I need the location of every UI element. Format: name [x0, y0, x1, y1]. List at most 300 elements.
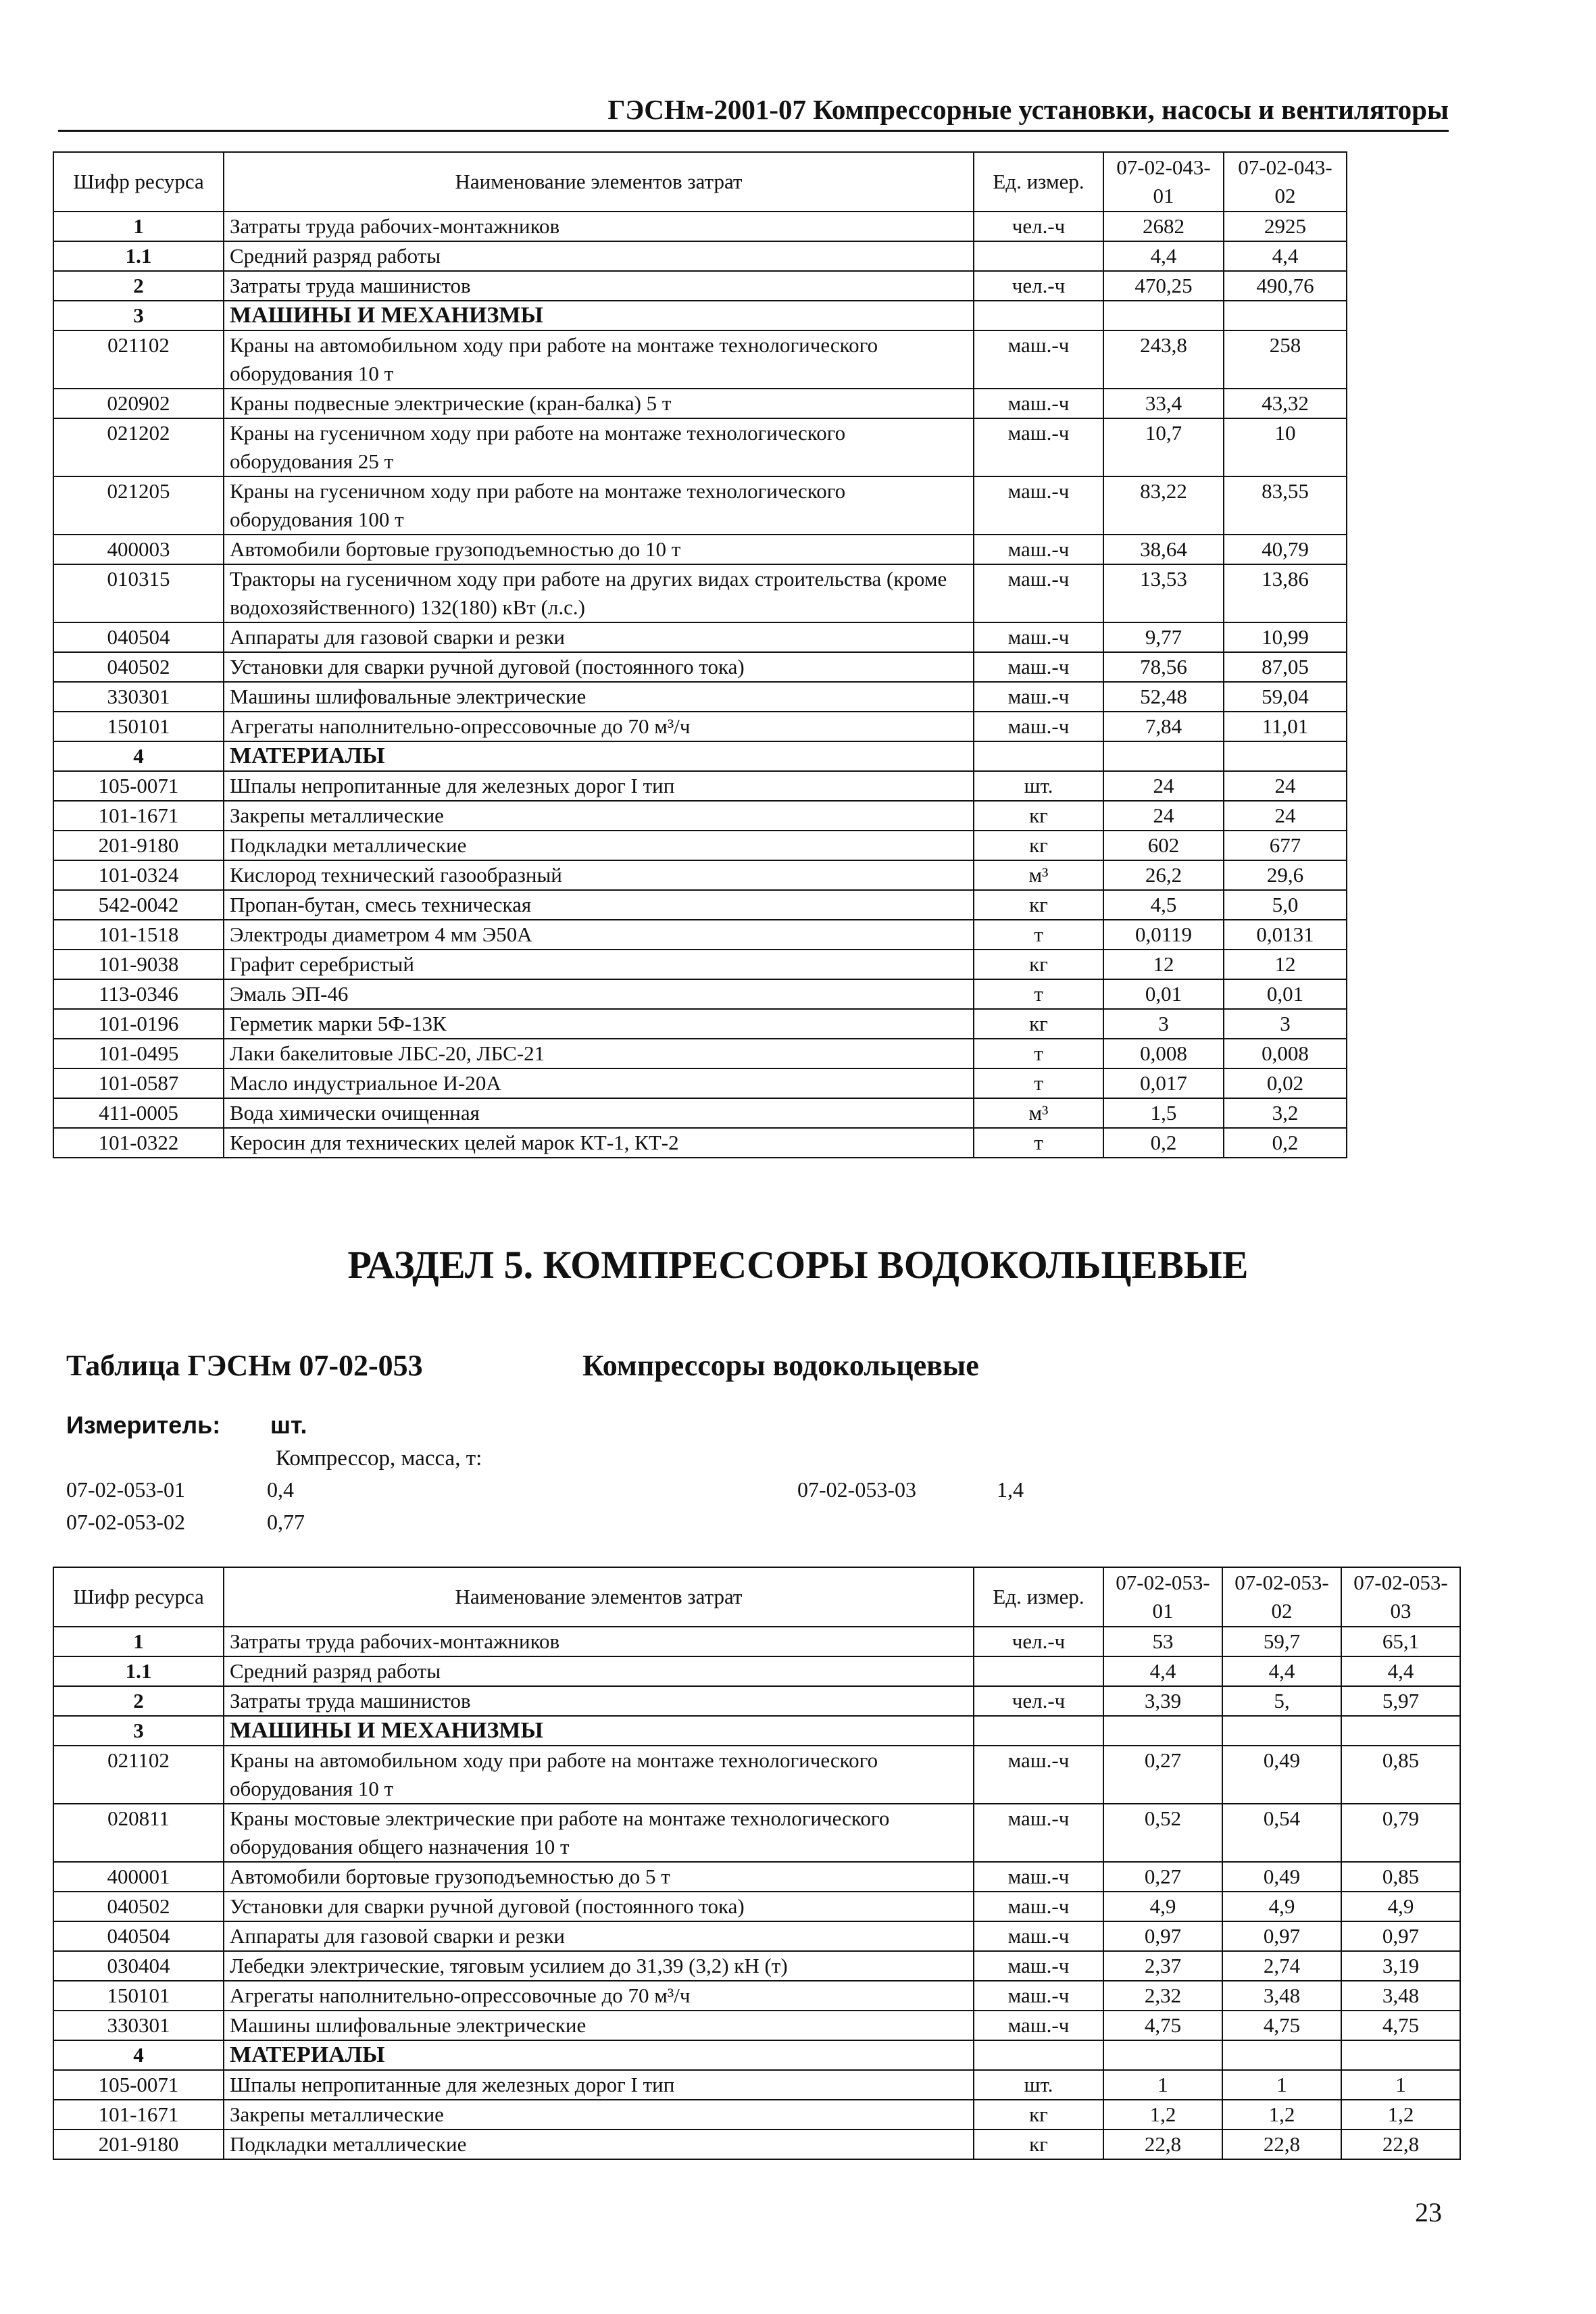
header-element-name: Наименование элементов затрат — [224, 1567, 974, 1627]
norm-value: 1,2 — [1103, 2100, 1222, 2130]
unit-of-measure: маш.-ч — [974, 2011, 1103, 2040]
element-name: Затраты труда машинистов — [224, 1686, 974, 1716]
element-name: Шпалы непропитанные для железных дорог I тип — [224, 2070, 974, 2100]
norm-value: 10,7 — [1103, 418, 1224, 476]
resource-code: 101-1518 — [53, 920, 224, 950]
unit-of-measure: маш.-ч — [974, 652, 1103, 682]
resource-code: 010315 — [53, 564, 224, 622]
unit-of-measure — [974, 741, 1103, 771]
norm-value: 1,5 — [1103, 1098, 1224, 1128]
resource-code: 101-0587 — [53, 1068, 224, 1098]
table-row — [53, 1039, 1347, 1068]
param-value: 1,4 — [997, 1477, 1024, 1502]
element-name: Керосин для технических целей марок КТ-1, КТ-2 — [224, 1128, 974, 1158]
table-row — [53, 920, 1347, 950]
resource-code: 101-0495 — [53, 1039, 224, 1068]
param-value: 0,77 — [267, 1510, 305, 1534]
table-row — [53, 1627, 1460, 1656]
norm-value: 490,76 — [1224, 271, 1347, 301]
unit-of-measure: т — [974, 1039, 1103, 1068]
resource-code: 020902 — [53, 389, 224, 418]
unit-of-measure: маш.-ч — [974, 418, 1103, 476]
resource-code: 101-1671 — [53, 801, 224, 831]
element-name: Масло индустриальное И-20А — [224, 1068, 974, 1098]
unit-of-measure: кг — [974, 950, 1103, 979]
norm-value — [1103, 301, 1224, 330]
element-name: Лебедки электрические, тяговым усилием до 31,39 (3,2) кН (т) — [224, 1951, 974, 1981]
norm-value: 52,48 — [1103, 682, 1224, 712]
norm-value: 0,017 — [1103, 1068, 1224, 1098]
element-name: Тракторы на гусеничном ходу при работе на других видах строительства (кроме водохозяйственного) 132(180) кВт (л.с.) — [224, 564, 974, 622]
table-row — [53, 950, 1347, 979]
norm-value: 4,75 — [1341, 2011, 1460, 2040]
resource-code: 101-1671 — [53, 2100, 224, 2130]
table-row — [53, 1892, 1460, 1921]
norm-value: 4,4 — [1224, 241, 1347, 271]
norm-value: 1,2 — [1222, 2100, 1341, 2130]
unit-of-measure — [974, 301, 1103, 330]
unit-of-measure: чел.-ч — [974, 1686, 1103, 1716]
norm-value: 4,4 — [1341, 1656, 1460, 1686]
norm-value — [1224, 301, 1347, 330]
element-name: Установки для сварки ручной дуговой (постоянного тока) — [224, 1892, 974, 1921]
norm-value: 3,48 — [1341, 1981, 1460, 2011]
unit-of-measure: шт. — [974, 771, 1103, 801]
norm-value: 4,4 — [1103, 1656, 1222, 1686]
resource-code: 4 — [53, 2040, 224, 2070]
resource-code: 330301 — [53, 682, 224, 712]
element-name: Подкладки металлические — [224, 2130, 974, 2159]
table-row — [53, 2011, 1460, 2040]
norm-value: 5,97 — [1341, 1686, 1460, 1716]
norm-value: 24 — [1103, 801, 1224, 831]
unit-of-measure: шт. — [974, 2070, 1103, 2100]
element-name: Подкладки металлические — [224, 831, 974, 860]
norm-value — [1103, 2040, 1222, 2070]
header-norm-043-02: 07-02-043-02 — [1224, 152, 1347, 212]
element-name: Лаки бакелитовые ЛБС-20, ЛБС-21 — [224, 1039, 974, 1068]
norm-value: 0,97 — [1222, 1921, 1341, 1951]
resource-code: 3 — [53, 1716, 224, 1746]
element-name: Краны на автомобильном ходу при работе на монтаже технологического оборудования 10 т — [224, 330, 974, 389]
element-name: МАТЕРИАЛЫ — [224, 741, 974, 771]
resource-code: 201-9180 — [53, 2130, 224, 2159]
resource-code: 105-0071 — [53, 771, 224, 801]
unit-of-measure: м³ — [974, 860, 1103, 890]
norm-value: 26,2 — [1103, 860, 1224, 890]
norm-value: 258 — [1224, 330, 1347, 389]
element-name: Закрепы металлические — [224, 2100, 974, 2130]
norm-value: 0,97 — [1103, 1921, 1222, 1951]
norm-value — [1222, 2040, 1341, 2070]
unit-of-measure: маш.-ч — [974, 1951, 1103, 1981]
norm-value: 0,85 — [1341, 1862, 1460, 1892]
norm-value: 0,85 — [1341, 1746, 1460, 1804]
norm-value: 2,74 — [1222, 1951, 1341, 1981]
norm-value: 24 — [1224, 771, 1347, 801]
header-norm-053-03: 07-02-053-03 — [1341, 1567, 1460, 1627]
table-row — [53, 2130, 1460, 2159]
page-number: 23 — [1415, 2197, 1442, 2227]
table-row — [53, 1009, 1347, 1039]
norm-value — [1222, 1716, 1341, 1746]
norm-value — [1103, 741, 1224, 771]
unit-of-measure: маш.-ч — [974, 330, 1103, 389]
unit-of-measure: маш.-ч — [974, 389, 1103, 418]
norm-value: 0,008 — [1103, 1039, 1224, 1068]
table-row — [53, 890, 1347, 920]
resource-code: 040502 — [53, 1892, 224, 1921]
resource-code: 021102 — [53, 330, 224, 389]
table-number: Таблица ГЭСНм 07-02-053 — [66, 1349, 423, 1382]
norm-value: 0,79 — [1341, 1804, 1460, 1862]
resource-code: 113-0346 — [53, 979, 224, 1009]
element-name: Средний разряд работы — [224, 241, 974, 271]
norm-value: 22,8 — [1103, 2130, 1222, 2159]
element-name: Средний разряд работы — [224, 1656, 974, 1686]
table-row — [53, 682, 1347, 712]
norm-value: 2,37 — [1103, 1951, 1222, 1981]
table-row — [53, 418, 1347, 476]
norm-value: 0,008 — [1224, 1039, 1347, 1068]
table-row — [53, 652, 1347, 682]
table-row — [53, 979, 1347, 1009]
norm-value: 0,54 — [1222, 1804, 1341, 1862]
unit-of-measure: маш.-ч — [974, 1981, 1103, 2011]
resource-code: 3 — [53, 301, 224, 330]
element-name: Шпалы непропитанные для железных дорог I тип — [224, 771, 974, 801]
norm-value: 24 — [1103, 771, 1224, 801]
parameter-label: Компрессор, масса, т: — [276, 1446, 482, 1471]
resource-table-053 — [53, 1567, 1461, 2160]
element-name: Графит серебристый — [224, 950, 974, 979]
unit-of-measure — [974, 2040, 1103, 2070]
norm-value: 29,6 — [1224, 860, 1347, 890]
norm-value: 83,22 — [1103, 476, 1224, 535]
resource-code: 101-0324 — [53, 860, 224, 890]
table-row — [53, 1804, 1460, 1862]
norm-value: 13,53 — [1103, 564, 1224, 622]
norm-value: 243,8 — [1103, 330, 1224, 389]
resource-code: 150101 — [53, 1981, 224, 2011]
element-name: Затраты труда рабочих-монтажников — [224, 212, 974, 241]
norm-value: 22,8 — [1222, 2130, 1341, 2159]
resource-code: 040504 — [53, 1921, 224, 1951]
resource-code: 4 — [53, 741, 224, 771]
norm-value: 33,4 — [1103, 389, 1224, 418]
element-name: МАШИНЫ И МЕХАНИЗМЫ — [224, 301, 974, 330]
norm-value: 0,0119 — [1103, 920, 1224, 950]
resource-code: 1 — [53, 1627, 224, 1656]
table-row — [53, 212, 1347, 241]
header-element-name: Наименование элементов затрат — [224, 152, 974, 212]
table-row — [53, 301, 1347, 330]
unit-of-measure: маш.-ч — [974, 1921, 1103, 1951]
table-row — [53, 1862, 1460, 1892]
norm-value: 0,27 — [1103, 1862, 1222, 1892]
resource-code: 105-0071 — [53, 2070, 224, 2100]
running-header: ГЭСНм-2001-07 Компрессорные установки, насосы и вентиляторы — [58, 93, 1449, 132]
norm-value: 1 — [1341, 2070, 1460, 2100]
unit-of-measure: т — [974, 1068, 1103, 1098]
unit-of-measure: т — [974, 920, 1103, 950]
resource-code: 021102 — [53, 1746, 224, 1804]
resource-code: 101-9038 — [53, 950, 224, 979]
norm-value: 5, — [1222, 1686, 1341, 1716]
norm-value: 4,4 — [1222, 1656, 1341, 1686]
norm-value: 12 — [1103, 950, 1224, 979]
unit-of-measure: чел.-ч — [974, 212, 1103, 241]
table-row — [53, 389, 1347, 418]
header-unit: Ед. измер. — [974, 152, 1103, 212]
element-name: Автомобили бортовые грузоподъемностью до 5 т — [224, 1862, 974, 1892]
norm-value: 53 — [1103, 1627, 1222, 1656]
unit-of-measure — [974, 1716, 1103, 1746]
table-row — [53, 1068, 1347, 1098]
norm-value: 2,32 — [1103, 1981, 1222, 2011]
element-name: Эмаль ЭП-46 — [224, 979, 974, 1009]
param-code: 07-02-053-01 — [66, 1477, 185, 1502]
element-name: Автомобили бортовые грузоподъемностью до 10 т — [224, 535, 974, 564]
norm-value: 3 — [1224, 1009, 1347, 1039]
resource-code: 101-0322 — [53, 1128, 224, 1158]
element-name: Установки для сварки ручной дуговой (постоянного тока) — [224, 652, 974, 682]
table-row — [53, 2070, 1460, 2100]
norm-value: 83,55 — [1224, 476, 1347, 535]
header-unit: Ед. измер. — [974, 1567, 1103, 1627]
resource-code: 021202 — [53, 418, 224, 476]
norm-value: 0,27 — [1103, 1746, 1222, 1804]
unit-of-measure: т — [974, 1128, 1103, 1158]
element-name: Машины шлифовальные электрические — [224, 682, 974, 712]
resource-code: 2 — [53, 271, 224, 301]
element-name: Вода химически очищенная — [224, 1098, 974, 1128]
resource-code: 542-0042 — [53, 890, 224, 920]
norm-value: 0,52 — [1103, 1804, 1222, 1862]
resource-code: 201-9180 — [53, 831, 224, 860]
table-row — [53, 330, 1347, 389]
norm-value: 38,64 — [1103, 535, 1224, 564]
resource-code: 020811 — [53, 1804, 224, 1862]
element-name: Аппараты для газовой сварки и резки — [224, 622, 974, 652]
norm-value: 0,49 — [1222, 1746, 1341, 1804]
resource-code: 400003 — [53, 535, 224, 564]
norm-value: 24 — [1224, 801, 1347, 831]
element-name: Машины шлифовальные электрические — [224, 2011, 974, 2040]
norm-value: 13,86 — [1224, 564, 1347, 622]
unit-of-measure: чел.-ч — [974, 1627, 1103, 1656]
table-row — [53, 771, 1347, 801]
element-name: Пропан-бутан, смесь техническая — [224, 890, 974, 920]
unit-of-measure: чел.-ч — [974, 271, 1103, 301]
norm-value: 470,25 — [1103, 271, 1224, 301]
table-row — [53, 535, 1347, 564]
table-row — [53, 712, 1347, 741]
unit-of-measure: маш.-ч — [974, 564, 1103, 622]
norm-value: 78,56 — [1103, 652, 1224, 682]
meter-unit: шт. — [270, 1411, 307, 1439]
norm-value: 3 — [1103, 1009, 1224, 1039]
norm-value: 0,01 — [1103, 979, 1224, 1009]
norm-value: 1,2 — [1341, 2100, 1460, 2130]
norm-value: 0,2 — [1103, 1128, 1224, 1158]
unit-of-measure: кг — [974, 2100, 1103, 2130]
norm-value: 0,01 — [1224, 979, 1347, 1009]
table-row — [53, 2040, 1460, 2070]
norm-value: 0,49 — [1222, 1862, 1341, 1892]
element-name: МАШИНЫ И МЕХАНИЗМЫ — [224, 1716, 974, 1746]
norm-value: 65,1 — [1341, 1627, 1460, 1656]
element-name: Затраты труда машинистов — [224, 271, 974, 301]
norm-value: 4,5 — [1103, 890, 1224, 920]
norm-value: 1 — [1222, 2070, 1341, 2100]
resource-code: 030404 — [53, 1951, 224, 1981]
norm-value: 11,01 — [1224, 712, 1347, 741]
element-name: Краны мостовые электрические при работе на монтаже технологического оборудования общего назначения 10 т — [224, 1804, 974, 1862]
table-row — [53, 1128, 1347, 1158]
element-name: Краны подвесные электрические (кран-балка) 5 т — [224, 389, 974, 418]
header-norm-053-01: 07-02-053-01 — [1103, 1567, 1222, 1627]
norm-value — [1103, 1716, 1222, 1746]
unit-of-measure: маш.-ч — [974, 1892, 1103, 1921]
table-row — [53, 1656, 1460, 1686]
unit-of-measure: маш.-ч — [974, 535, 1103, 564]
table-row — [53, 831, 1347, 860]
element-name: Аппараты для газовой сварки и резки — [224, 1921, 974, 1951]
element-name: Краны на автомобильном ходу при работе на монтаже технологического оборудования 10 т — [224, 1746, 974, 1804]
unit-of-measure: м³ — [974, 1098, 1103, 1128]
table-row — [53, 860, 1347, 890]
norm-value: 12 — [1224, 950, 1347, 979]
header-norm-053-02: 07-02-053-02 — [1222, 1567, 1341, 1627]
norm-value: 9,77 — [1103, 622, 1224, 652]
resource-code: 040504 — [53, 622, 224, 652]
param-value: 0,4 — [267, 1477, 294, 1502]
norm-value: 87,05 — [1224, 652, 1347, 682]
resource-table-043 — [53, 151, 1347, 1158]
norm-value: 4,9 — [1341, 1892, 1460, 1921]
norm-value: 3,2 — [1224, 1098, 1347, 1128]
table-row — [53, 271, 1347, 301]
table-row — [53, 1981, 1460, 2011]
norm-value: 7,84 — [1103, 712, 1224, 741]
unit-of-measure: кг — [974, 1009, 1103, 1039]
norm-value: 22,8 — [1341, 2130, 1460, 2159]
norm-value: 4,9 — [1103, 1892, 1222, 1921]
norm-value: 5,0 — [1224, 890, 1347, 920]
table-name: Компрессоры водокольцевые — [582, 1349, 979, 1382]
resource-code: 021205 — [53, 476, 224, 535]
unit-of-measure: маш.-ч — [974, 682, 1103, 712]
unit-of-measure: маш.-ч — [974, 476, 1103, 535]
param-code: 07-02-053-03 — [797, 1477, 916, 1502]
norm-value: 4,75 — [1222, 2011, 1341, 2040]
table-row — [53, 1098, 1347, 1128]
norm-value: 4,4 — [1103, 241, 1224, 271]
resource-code: 1.1 — [53, 1656, 224, 1686]
table-row — [53, 1746, 1460, 1804]
unit-of-measure — [974, 1656, 1103, 1686]
meter-label: Измеритель: — [66, 1411, 221, 1439]
norm-value — [1341, 1716, 1460, 1746]
resource-code: 330301 — [53, 2011, 224, 2040]
table-row — [53, 741, 1347, 771]
unit-of-measure: кг — [974, 801, 1103, 831]
norm-value: 0,97 — [1341, 1921, 1460, 1951]
table-row — [53, 476, 1347, 535]
header-norm-043-01: 07-02-043-01 — [1103, 152, 1224, 212]
element-name: МАТЕРИАЛЫ — [224, 2040, 974, 2070]
norm-value: 59,7 — [1222, 1627, 1341, 1656]
unit-of-measure: маш.-ч — [974, 1862, 1103, 1892]
norm-value: 43,32 — [1224, 389, 1347, 418]
table-row — [53, 241, 1347, 271]
norm-value: 0,02 — [1224, 1068, 1347, 1098]
norm-value: 602 — [1103, 831, 1224, 860]
table-row — [53, 1951, 1460, 1981]
norm-value: 4,75 — [1103, 2011, 1222, 2040]
norm-value: 59,04 — [1224, 682, 1347, 712]
norm-value: 10 — [1224, 418, 1347, 476]
element-name: Закрепы металлические — [224, 801, 974, 831]
norm-value: 3,48 — [1222, 1981, 1341, 2011]
norm-value: 2682 — [1103, 212, 1224, 241]
resource-code: 2 — [53, 1686, 224, 1716]
norm-value: 0,2 — [1224, 1128, 1347, 1158]
element-name: Герметик марки 5Ф-13К — [224, 1009, 974, 1039]
norm-value: 3,39 — [1103, 1686, 1222, 1716]
norm-value: 10,99 — [1224, 622, 1347, 652]
resource-code: 150101 — [53, 712, 224, 741]
norm-value: 2925 — [1224, 212, 1347, 241]
unit-of-measure: кг — [974, 2130, 1103, 2159]
norm-value: 3,19 — [1341, 1951, 1460, 1981]
norm-value — [1224, 741, 1347, 771]
section-title: РАЗДЕЛ 5. КОМПРЕССОРЫ ВОДОКОЛЬЦЕВЫЕ — [347, 1243, 1249, 1287]
table-row — [53, 564, 1347, 622]
table-row — [53, 622, 1347, 652]
table-row — [53, 801, 1347, 831]
unit-of-measure: кг — [974, 890, 1103, 920]
unit-of-measure: маш.-ч — [974, 712, 1103, 741]
unit-of-measure: маш.-ч — [974, 1804, 1103, 1862]
param-code: 07-02-053-02 — [66, 1510, 185, 1534]
unit-of-measure: маш.-ч — [974, 622, 1103, 652]
norm-value: 677 — [1224, 831, 1347, 860]
table-row — [53, 1921, 1460, 1951]
element-name: Краны на гусеничном ходу при работе на монтаже технологического оборудования 100 т — [224, 476, 974, 535]
element-name: Агрегаты наполнительно-опрессовочные до 70 м³/ч — [224, 1981, 974, 2011]
table-row — [53, 1686, 1460, 1716]
resource-code: 400001 — [53, 1862, 224, 1892]
unit-of-measure: т — [974, 979, 1103, 1009]
element-name: Затраты труда рабочих-монтажников — [224, 1627, 974, 1656]
norm-value: 40,79 — [1224, 535, 1347, 564]
element-name: Агрегаты наполнительно-опрессовочные до 70 м³/ч — [224, 712, 974, 741]
table-row — [53, 1716, 1460, 1746]
norm-value — [1341, 2040, 1460, 2070]
resource-code: 040502 — [53, 652, 224, 682]
norm-value: 0,0131 — [1224, 920, 1347, 950]
table-row — [53, 2100, 1460, 2130]
element-name: Краны на гусеничном ходу при работе на монтаже технологического оборудования 25 т — [224, 418, 974, 476]
element-name: Электроды диаметром 4 мм Э50А — [224, 920, 974, 950]
unit-of-measure — [974, 241, 1103, 271]
norm-value: 4,9 — [1222, 1892, 1341, 1921]
unit-of-measure: маш.-ч — [974, 1746, 1103, 1804]
element-name: Кислород технический газообразный — [224, 860, 974, 890]
header-resource-code: Шифр ресурса — [53, 152, 224, 212]
